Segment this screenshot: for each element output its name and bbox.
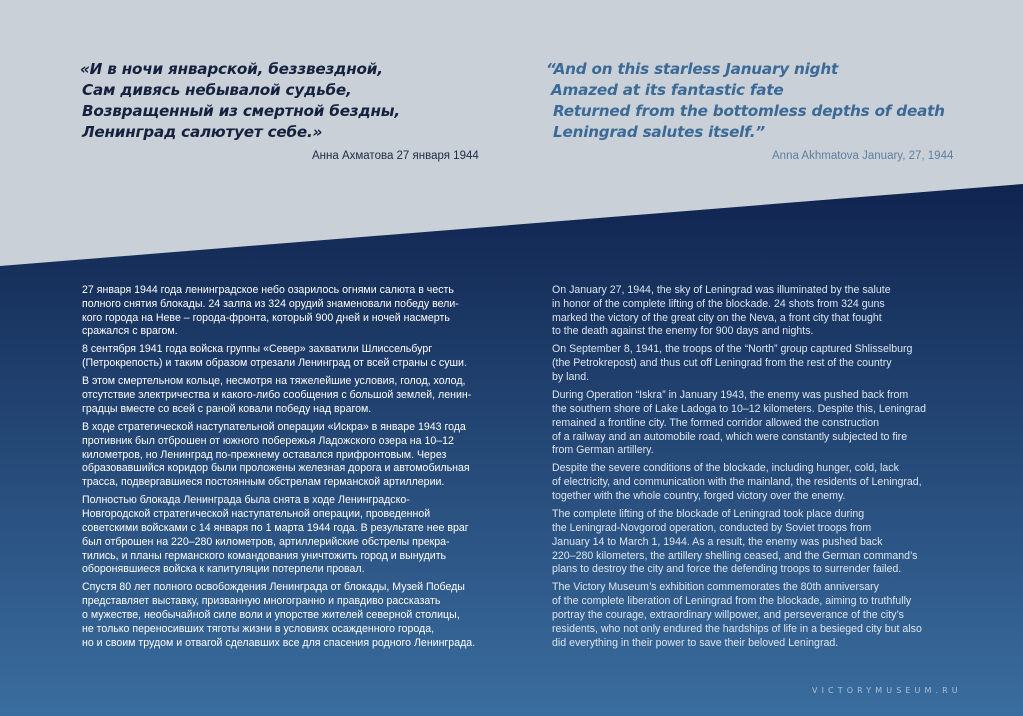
paragraph-line: противник был отброшен от южного побережья Ладожского озера на 10–12 bbox=[82, 434, 454, 447]
paragraph-line: 220–280 kilometers, the artillery shelling ceased, and the German command’s bbox=[552, 549, 918, 562]
paragraph-line: the Leningrad-Novgorod operation, conducted by Soviet troops from bbox=[552, 521, 872, 534]
paragraph-line: portray the courage, extraordinary willpower, and perseverance of the city’s bbox=[552, 609, 904, 622]
paragraph-line: The complete lifting of the blockade of Leningrad took place during bbox=[552, 508, 865, 521]
paragraph-line: В этом смертельном кольце, несмотря на тяжелейшие условия, голод, холод, bbox=[82, 375, 466, 388]
paragraph-line: did everything in their power to save their beloved Leningrad. bbox=[552, 636, 839, 649]
body-paragraph bbox=[552, 508, 926, 577]
body-paragraph bbox=[552, 389, 926, 458]
paragraph-line: plans to destroy the city and force the defending troops to surrender failed. bbox=[552, 563, 902, 576]
paragraph-line: residents, who not only endured the hardships of life in a besieged city but also bbox=[552, 622, 922, 635]
paragraph-line: On September 8, 1941, the troops of the “North” group captured Shlisselburg bbox=[552, 343, 913, 356]
body-paragraph bbox=[82, 421, 475, 490]
body-paragraph bbox=[552, 462, 926, 503]
paragraph-line: of a railway and an automobile road, which were constantly subjected to fire bbox=[552, 430, 908, 443]
quote-line: “And on this starless January night bbox=[546, 60, 839, 78]
quote-line: Возвращенный из смертной бездны, bbox=[82, 102, 400, 120]
body-text-english bbox=[552, 284, 926, 655]
paragraph-line: January 14 to March 1, 1944. As a result, the enemy was pushed back bbox=[552, 535, 883, 548]
quote-line: Leningrad salutes itself.” bbox=[553, 123, 765, 141]
footer-url: VICTORYMUSEUM.RU bbox=[812, 686, 962, 695]
paragraph-line: The Victory Museum’s exhibition commemorates the 80th anniversary bbox=[552, 581, 879, 594]
paragraph-line: Полностью блокада Ленинграда была снята в ходе Ленинградско- bbox=[82, 494, 410, 507]
paragraph-line: the southern shore of Lake Ladoga to 10–12 kilometers. Despite this, Leningrad bbox=[552, 402, 926, 415]
quote-line: Returned from the bottomless depths of death bbox=[553, 102, 945, 120]
paragraph-line: (Петрокрепость) и таким образом отрезали Ленинград от всей страны с суши. bbox=[82, 357, 467, 370]
paragraph-line: тились, и планы германского командования уничтожить город и вынудить bbox=[82, 549, 447, 562]
paragraph-line: 27 января 1944 года ленинградское небо озарилось огнями салюта в честь bbox=[82, 284, 454, 296]
paragraph-line: Despite the severe conditions of the blockade, including hunger, cold, lack bbox=[552, 462, 899, 475]
paragraph-line: from German artillery. bbox=[552, 444, 654, 457]
quote-english bbox=[546, 59, 945, 143]
paragraph-line: of electricity, and communication with the mainland, the residents of Leningrad, bbox=[552, 476, 922, 489]
paragraph-line: Новгородской стратегической наступательной операции, проведенной bbox=[82, 508, 431, 521]
paragraph-line: километров, но Ленинград по-прежнему оставался прифронтовым. Через bbox=[82, 448, 447, 461]
quote-russian bbox=[80, 59, 400, 143]
attribution-russian: Анна Ахматова 27 января 1944 bbox=[312, 150, 479, 162]
paragraph-line: During Operation “Iskra” in January 1943, the enemy was pushed back from bbox=[552, 389, 909, 402]
paragraph-line: советскими войсками с 14 января по 1 марта 1944 года. В результате нее враг bbox=[82, 521, 469, 534]
paragraph-line: но и своим трудом и отвагой сделавших все для спасения родного Ленинграда. bbox=[82, 636, 476, 649]
paragraph-line: не только переносивших тяготы жизни в условиях осажденного города, bbox=[82, 622, 435, 635]
body-paragraph bbox=[552, 343, 926, 384]
paragraph-line: together with the whole country, forged victory over the enemy. bbox=[552, 490, 846, 503]
body-paragraph bbox=[82, 343, 475, 371]
paragraph-line: On January 27, 1944, the sky of Leningrad was illuminated by the salute bbox=[552, 284, 891, 296]
body-paragraph bbox=[552, 581, 926, 650]
paragraph-line: образовавшийся коридор были проложены железная дорога и автомобильная bbox=[82, 462, 470, 475]
paragraph-line: 8 сентября 1941 года войска группы «Север» захватили Шлиссельбург bbox=[82, 343, 433, 356]
paragraph-line: кого города на Неве – города-фронта, который 900 дней и ночей насмерть bbox=[82, 311, 450, 324]
attribution-english: Anna Akhmatova January, 27, 1944 bbox=[772, 150, 954, 162]
quote-line: «И в ночи январской, беззвездной, bbox=[80, 60, 383, 78]
body-paragraph bbox=[82, 494, 475, 577]
body-paragraph bbox=[552, 284, 926, 339]
quote-line: Amazed at its fantastic fate bbox=[551, 81, 784, 99]
paragraph-line: представляет выставку, призванную многогранно и правдиво рассказать bbox=[82, 595, 441, 608]
body-paragraph bbox=[82, 284, 475, 339]
body-text-russian bbox=[82, 284, 475, 655]
paragraph-line: of the complete liberation of Leningrad from the blockade, aiming to truthfully bbox=[552, 595, 912, 608]
paragraph-line: marked the victory of the great city on the Neva, a front city that fought bbox=[552, 311, 882, 324]
paragraph-line: отсутствие электричества и какого-либо сообщения с большой землей, ленин- bbox=[82, 389, 472, 402]
paragraph-line: градцы вместе со всей с раной ковали победу над врагом. bbox=[82, 402, 372, 415]
body-paragraph bbox=[82, 581, 475, 650]
paragraph-line: сражался с врагом. bbox=[82, 325, 178, 338]
paragraph-line: (the Petrokrepost) and thus cut off Leningrad from the rest of the country bbox=[552, 357, 892, 370]
paragraph-line: in honor of the complete lifting of the blockade. 24 shots from 324 guns bbox=[552, 297, 885, 310]
paragraph-line: о мужестве, необычайной силе воли и упорстве жителей северной столицы, bbox=[82, 609, 460, 622]
paragraph-line: remained a frontline city. The formed corridor allowed the construction bbox=[552, 416, 879, 429]
quote-line: Ленинград салютует себе.» bbox=[82, 123, 323, 141]
paragraph-line: by land. bbox=[552, 371, 590, 384]
paragraph-line: В ходе стратегической наступательной операции «Искра» в январе 1943 года bbox=[82, 421, 466, 434]
body-paragraph bbox=[82, 375, 475, 416]
paragraph-line: to the death against the enemy for 900 days and nights. bbox=[552, 325, 814, 338]
paragraph-line: полного снятия блокады. 24 залпа из 324 орудий знаменовали победу вели- bbox=[82, 297, 459, 310]
paragraph-line: оборонявшиеся войска к капитуляции потерпели провал. bbox=[82, 563, 365, 576]
paragraph-line: трасса, подвергавшиеся постоянным обстрелам германской артиллерии. bbox=[82, 476, 445, 489]
quote-line: Сам дивясь небывалой судьбе, bbox=[82, 81, 352, 99]
paragraph-line: Спустя 80 лет полного освобождения Ленинграда от блокады, Музей Победы bbox=[82, 581, 465, 594]
paragraph-line: был отброшен на 220–280 километров, артиллерийские обстрелы прекра- bbox=[82, 535, 450, 548]
